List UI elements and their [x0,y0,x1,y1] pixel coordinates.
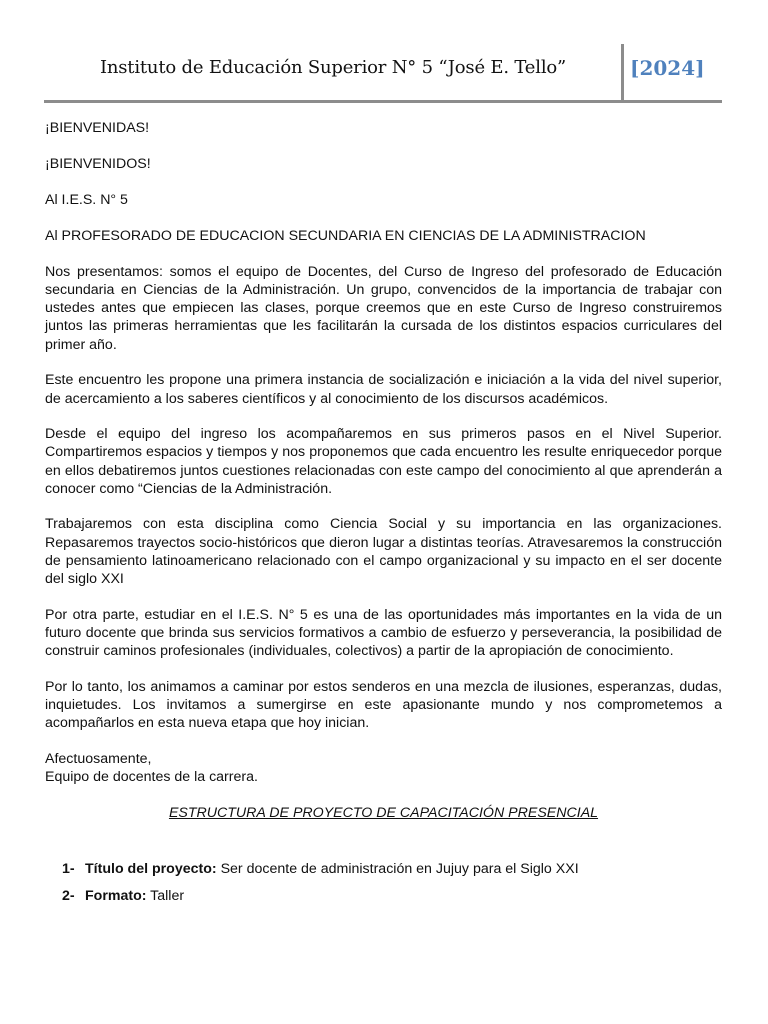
paragraph-invitation: Por lo tanto, los animamos a caminar por estos senderos en una mezcla de ilusiones, esperanzas, dudas, inquietudes. Los invitamos a sumergirse en este apasionante mundo y nos comprometemos a acompañarlos en esta nueva etapa que hoy inician. [45,678,722,732]
header-divider [621,44,624,100]
list-item-label: Formato: [85,888,147,905]
closing-signature: Equipo de docentes de la carrera. [45,769,258,786]
greeting-institute: Al I.E.S. N° 5 [45,191,128,208]
document-body [45,119,722,914]
list-item-number: 1- [62,860,75,877]
section-title: ESTRUCTURA DE PROYECTO DE CAPACITACIÓN PRESENCIAL [168,804,599,821]
page-header [44,44,722,103]
paragraph-accompaniment: Desde el equipo del ingreso los acompañaremos en sus primeros pasos en el Nivel Superior. Compartiremos espacios y tiempos y nos proponemos que cada encuentro les resulte enriquecedor porque en ellos debatiremos juntos cuestiones relacionadas con este campo del conocimiento al que aprenderán a conocer como “Ciencias de la Administración. [45,426,722,497]
list-item-label: Título del proyecto: [85,860,217,877]
paragraph-encounter: Este encuentro les propone una primera instancia de socialización e iniciación a la vida del nivel superior, de acercamiento a los saberes científicos y al conocimiento de los discursos académicos. [45,372,722,407]
paragraph-opportunity: Por otra parte, estudiar en el I.E.S. N° 5 es una de las oportunidades más importantes en la vida de un futuro docente que brinda sus servicios formativos a cambio de esfuerzo y perseverancia, la posibilidad de construir caminos profesionales (individuales, colectivos) a partir de la apropiación de conocimiento. [45,606,722,660]
closing-block [45,750,722,787]
paragraph-discipline: Trabajaremos con esta disciplina como Ciencia Social y su importancia en las organizaciones. Repasaremos trayectos socio-históricos que dieron lugar a distintas teorías. Atravesaremos la construcción de pensamiento latinoamericano relacionado con el campo organizacional y su impacto en el ser docente del siglo XXI [45,516,722,588]
list-item [62,860,722,878]
list-item [62,887,722,905]
year-label: [2024] [630,56,705,80]
project-structure-list [45,860,722,906]
institute-title: Instituto de Educación Superior N° 5 “José E. Tello” [99,57,567,78]
closing-salutation: Afectuosamente, [45,750,152,767]
greeting-bienvenidas: ¡BIENVENIDAS! [45,120,150,136]
list-item-value: Taller [146,888,185,905]
greeting-program: Al PROFESORADO DE EDUCACION SECUNDARIA EN CIENCIAS DE LA ADMINISTRACION [45,227,646,244]
paragraph-presentation: Nos presentamos: somos el equipo de Docentes, del Curso de Ingreso del profesorado de Educación secundaria en Ciencias de la Administración. Un grupo, convencidos de la importancia de trabajar con ustedes antes que empiecen las clases, porque creemos que en este Curso de Ingreso construiremos juntos las primeras herramientas que les facilitarán la cursada de los distintos espacios curriculares del primer año. [45,263,722,353]
greeting-bienvenidos: ¡BIENVENIDOS! [45,155,151,172]
list-item-value: Ser docente de administración en Jujuy para el Siglo XXI [216,860,579,877]
list-item-number: 2- [62,888,75,905]
